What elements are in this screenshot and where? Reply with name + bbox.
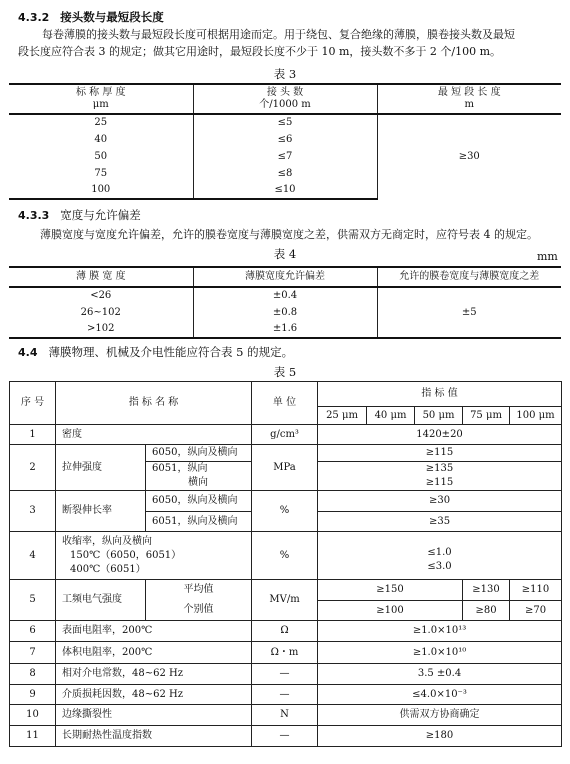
row-name: 拉伸强度 <box>56 445 146 491</box>
row-value: ≥150 <box>318 580 463 601</box>
section-text: 薄膜物理、机械及介电性能应符合表 5 的规定。 <box>48 345 294 359</box>
row-name: 体积电阻率，200℃ <box>56 642 252 664</box>
section-number: 4.3.3 <box>18 209 50 222</box>
table-row <box>10 685 562 705</box>
table-header: 薄膜宽度允许偏差 <box>193 267 377 287</box>
row-value: 3.5 ±0.4 <box>318 664 562 685</box>
table-header: 指 标 值 <box>318 382 562 407</box>
row-number: 7 <box>10 642 56 664</box>
table-header: 允许的膜卷宽度与薄膜宽度之差 <box>377 267 561 287</box>
table-header: 50 μm <box>415 407 463 425</box>
row-unit: N <box>252 705 318 726</box>
table-cell: >102 <box>9 321 193 338</box>
row-value: ≥30 <box>318 491 562 512</box>
row-number: 5 <box>10 580 56 621</box>
row-name: 密度 <box>56 425 252 445</box>
row-unit: — <box>252 685 318 705</box>
table-row <box>10 445 562 462</box>
row-value: ≥1.0×10¹⁰ <box>318 642 562 664</box>
row-value: ≤4.0×10⁻³ <box>318 685 562 705</box>
table-cell: ±0.4 <box>193 287 377 304</box>
row-number: 3 <box>10 491 56 532</box>
table-row <box>10 664 562 685</box>
row-value: ≥180 <box>318 726 562 747</box>
table-row <box>10 491 562 512</box>
table-header: 标 称 厚 度 μm <box>9 84 193 114</box>
table-cell: ≤5 <box>193 114 377 131</box>
row-value: ≥115 <box>318 476 562 491</box>
row-unit: % <box>252 532 318 580</box>
table-header: 接 头 数 个/1000 m <box>193 84 377 114</box>
row-value: ≥100 <box>318 601 463 621</box>
table-cell: 26~102 <box>80 306 121 318</box>
table-row <box>10 580 562 601</box>
row-value: ≥115 <box>318 445 562 462</box>
row-name: 收缩率，纵向及横向 150℃（6050，6051） 400℃（6051） <box>56 532 252 580</box>
table-cell: ≤6 <box>193 131 377 148</box>
row-value: ≥70 <box>510 601 562 621</box>
table-cell: ±1.6 <box>193 321 377 338</box>
row-subname: 6050，纵向及横向 <box>146 445 252 462</box>
section-4-3-3-heading <box>18 208 141 223</box>
row-value: 供需双方协商确定 <box>318 705 562 726</box>
row-unit: MV/m <box>252 580 318 621</box>
table-cell: 25 <box>94 117 108 128</box>
table-cell: ±5 <box>377 287 561 338</box>
section-number: 4.4 <box>18 346 38 359</box>
table-row <box>10 621 562 642</box>
row-number: 2 <box>10 445 56 491</box>
row-unit: Ω <box>252 621 318 642</box>
table-header: 40 μm <box>367 407 415 425</box>
table-4 <box>9 266 561 339</box>
table-row <box>10 532 562 580</box>
row-value: ≥110 <box>510 580 562 601</box>
table-header: 序 号 <box>10 382 56 425</box>
row-subname: 平均值 <box>146 580 252 601</box>
row-subname: 6051，纵向 横向 <box>146 462 252 491</box>
row-value: ≥130 <box>463 580 510 601</box>
table-cell: 40 <box>94 133 108 145</box>
row-unit: % <box>252 491 318 532</box>
table-header: 薄 膜 宽 度 <box>9 267 193 287</box>
table-header: 最 短 段 长 度 m <box>377 84 561 114</box>
table-3-caption: 表 3 <box>273 67 297 81</box>
row-value: ≥35 <box>318 512 562 532</box>
row-number: 10 <box>10 705 56 726</box>
row-subname: 6050，纵向及横向 <box>146 491 252 512</box>
table-5-caption: 表 5 <box>273 365 297 379</box>
row-value: 1420±20 <box>318 425 562 445</box>
row-unit: — <box>252 664 318 685</box>
table-row <box>10 705 562 726</box>
row-subname: 个别值 <box>146 601 252 621</box>
row-value: ≥135 <box>318 462 562 477</box>
table-header: 100 μm <box>510 407 562 425</box>
row-number: 11 <box>10 726 56 747</box>
table-cell: ≤8 <box>193 165 377 182</box>
section-4-3-2-heading <box>18 10 164 25</box>
row-value: ≥1.0×10¹³ <box>318 621 562 642</box>
row-number: 6 <box>10 621 56 642</box>
table-cell: <26 <box>90 290 112 301</box>
row-name: 边缘撕裂性 <box>56 705 252 726</box>
section-title: 宽度与允许偏差 <box>60 208 141 222</box>
row-name: 介质损耗因数，48~62 Hz <box>56 685 252 705</box>
table-header: 指 标 名 称 <box>56 382 252 425</box>
table-cell: ±0.8 <box>193 304 377 321</box>
table-5 <box>9 381 562 747</box>
table-cell: ≤10 <box>193 182 377 199</box>
row-number: 8 <box>10 664 56 685</box>
table-cell: ≥30 <box>377 114 561 199</box>
row-name: 工频电气强度 <box>56 580 146 621</box>
row-name: 相对介电常数，48~62 Hz <box>56 664 252 685</box>
row-number: 9 <box>10 685 56 705</box>
row-unit: — <box>252 726 318 747</box>
table-cell: ≤7 <box>193 148 377 165</box>
row-value: ≤1.0 ≤3.0 <box>318 532 562 580</box>
row-unit: g/cm³ <box>252 425 318 445</box>
table-cell: 75 <box>94 167 108 179</box>
section-title: 接头数与最短段长度 <box>60 10 164 24</box>
table-header: 25 μm <box>318 407 367 425</box>
table-4-caption: 表 4 <box>273 247 297 261</box>
row-value: ≥80 <box>463 601 510 621</box>
row-unit: Ω・m <box>252 642 318 664</box>
table-4-unit: mm <box>537 250 558 263</box>
section-4-4-heading <box>18 345 293 360</box>
row-number: 1 <box>10 425 56 445</box>
paragraph-line: 薄膜宽度与宽度允许偏差，允许的膜卷宽度与薄膜宽度之差，供需双方无商定时，应符号表 4 的规定。 <box>40 228 538 241</box>
table-header: 单 位 <box>252 382 318 425</box>
table-row <box>10 425 562 445</box>
row-name: 长期耐热性温度指数 <box>56 726 252 747</box>
section-number: 4.3.2 <box>18 11 50 24</box>
row-subname: 6051，纵向及横向 <box>146 512 252 532</box>
paragraph-line: 段长度应符合表 3 的规定；做其它用途时，最短段长度不少于 10 m，接头数不多于 2 个/100 m。 <box>18 45 502 58</box>
table-cell: 50 <box>94 150 108 162</box>
table-3 <box>9 83 561 200</box>
row-name: 表面电阻率，200℃ <box>56 621 252 642</box>
table-row <box>10 726 562 747</box>
table-row <box>10 642 562 664</box>
table-header: 75 μm <box>463 407 510 425</box>
table-cell: 100 <box>9 182 193 199</box>
row-unit: MPa <box>252 445 318 491</box>
row-name: 断裂伸长率 <box>56 491 146 532</box>
row-number: 4 <box>10 532 56 580</box>
paragraph-line: 每卷薄膜的接头数与最短段长度可根据用途而定。用于绕包、复合绝缘的薄膜，膜卷接头数及最短 <box>42 28 515 41</box>
